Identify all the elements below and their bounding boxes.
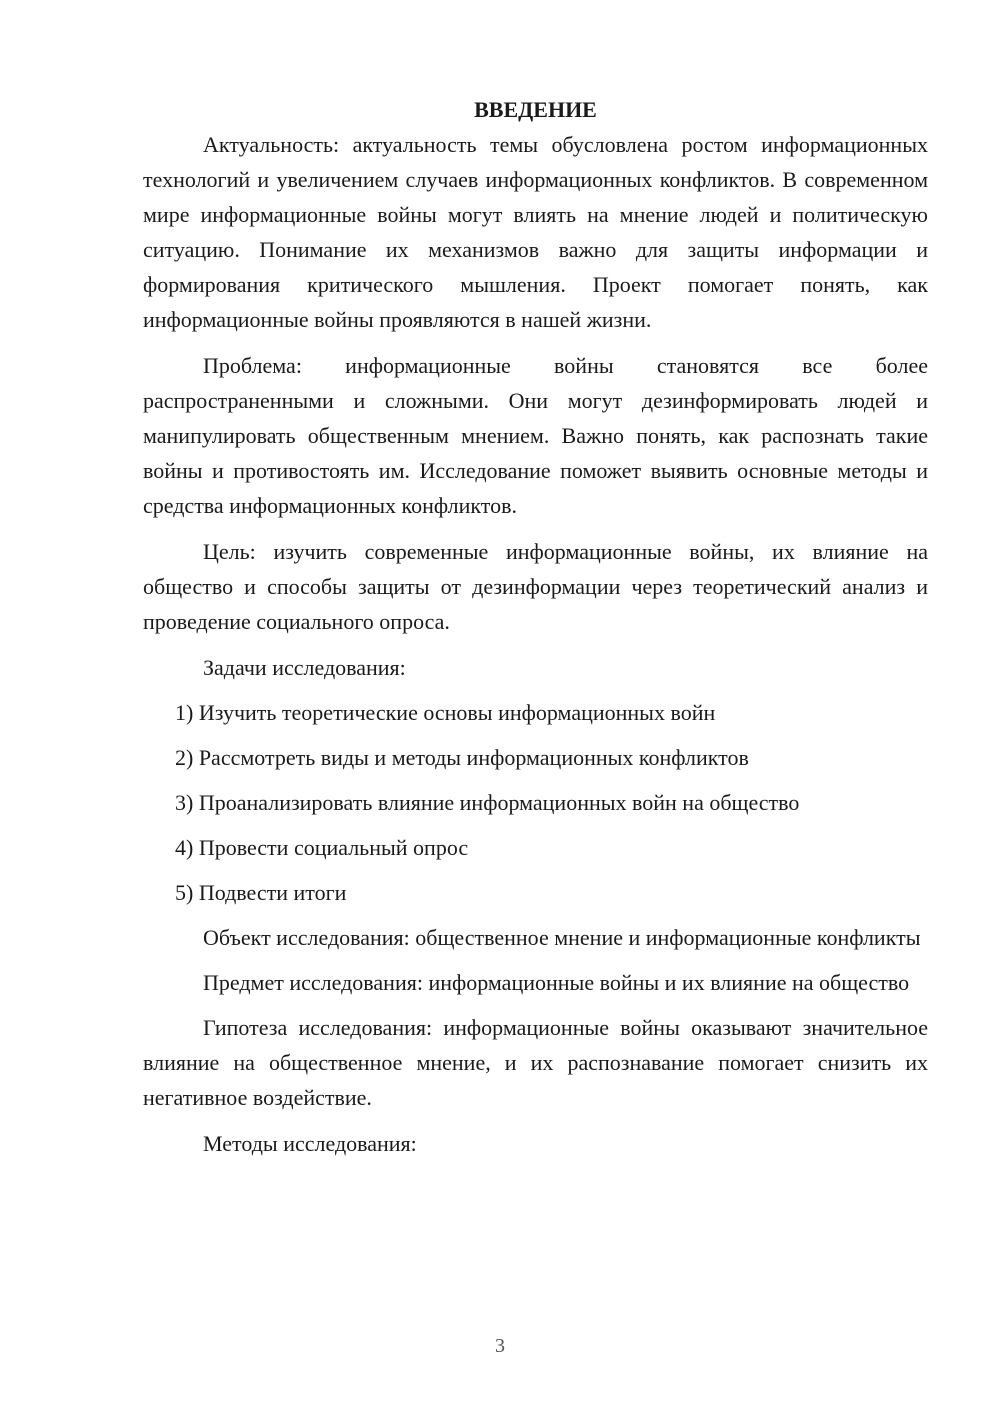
paragraph-goal: Цель: изучить современные информационные войны, их влияние на общество и способы защиты от дезинформации через теоретический анализ и проведение социального опроса. <box>143 539 928 634</box>
paragraph-subject: Предмет исследования: информационные войны и их влияние на общество <box>203 970 910 995</box>
document-page <box>143 93 928 1161</box>
list-item: 4) Провести социальный опрос <box>175 835 469 860</box>
paragraph-hypothesis: Гипотеза исследования: информационные войны оказывают значительное влияние на общественное мнение, и их распознавание помогает снизить их негативное воздействие. <box>143 1015 928 1110</box>
list-item: 5) Подвести итоги <box>175 880 347 905</box>
list-item: 3) Проанализировать влияние информационных войн на общество <box>175 790 800 815</box>
paragraph-relevance: Актуальность: актуальность темы обусловлена ростом информационных технологий и увеличением случаев информационных конфликтов. В современном мире информационные войны могут влиять на мнение людей и политическую ситуацию. Понимание их механизмов важно для защиты информации и формирования критического мышления. Проект помогает понять, как информационные войны проявляются в нашей жизни. <box>143 132 928 332</box>
tasks-list <box>143 695 928 910</box>
methods-heading: Методы исследования: <box>203 1131 417 1156</box>
page-title: ВВЕДЕНИЕ <box>474 97 597 122</box>
paragraph-problem: Проблема: информационные войны становятся все более распространенными и сложными. Они могут дезинформировать людей и манипулировать общественным мнением. Важно понять, как распознать такие войны и противостоять им. Исследование поможет выявить основные методы и средства информационных конфликтов. <box>143 353 928 518</box>
list-item: 2) Рассмотреть виды и методы информационных конфликтов <box>175 745 749 770</box>
paragraph-object: Объект исследования: общественное мнение и информационные конфликты <box>203 925 921 950</box>
page-number: 3 <box>495 1335 505 1357</box>
tasks-heading: Задачи исследования: <box>203 655 406 680</box>
list-item: 1) Изучить теоретические основы информационных войн <box>175 700 716 725</box>
